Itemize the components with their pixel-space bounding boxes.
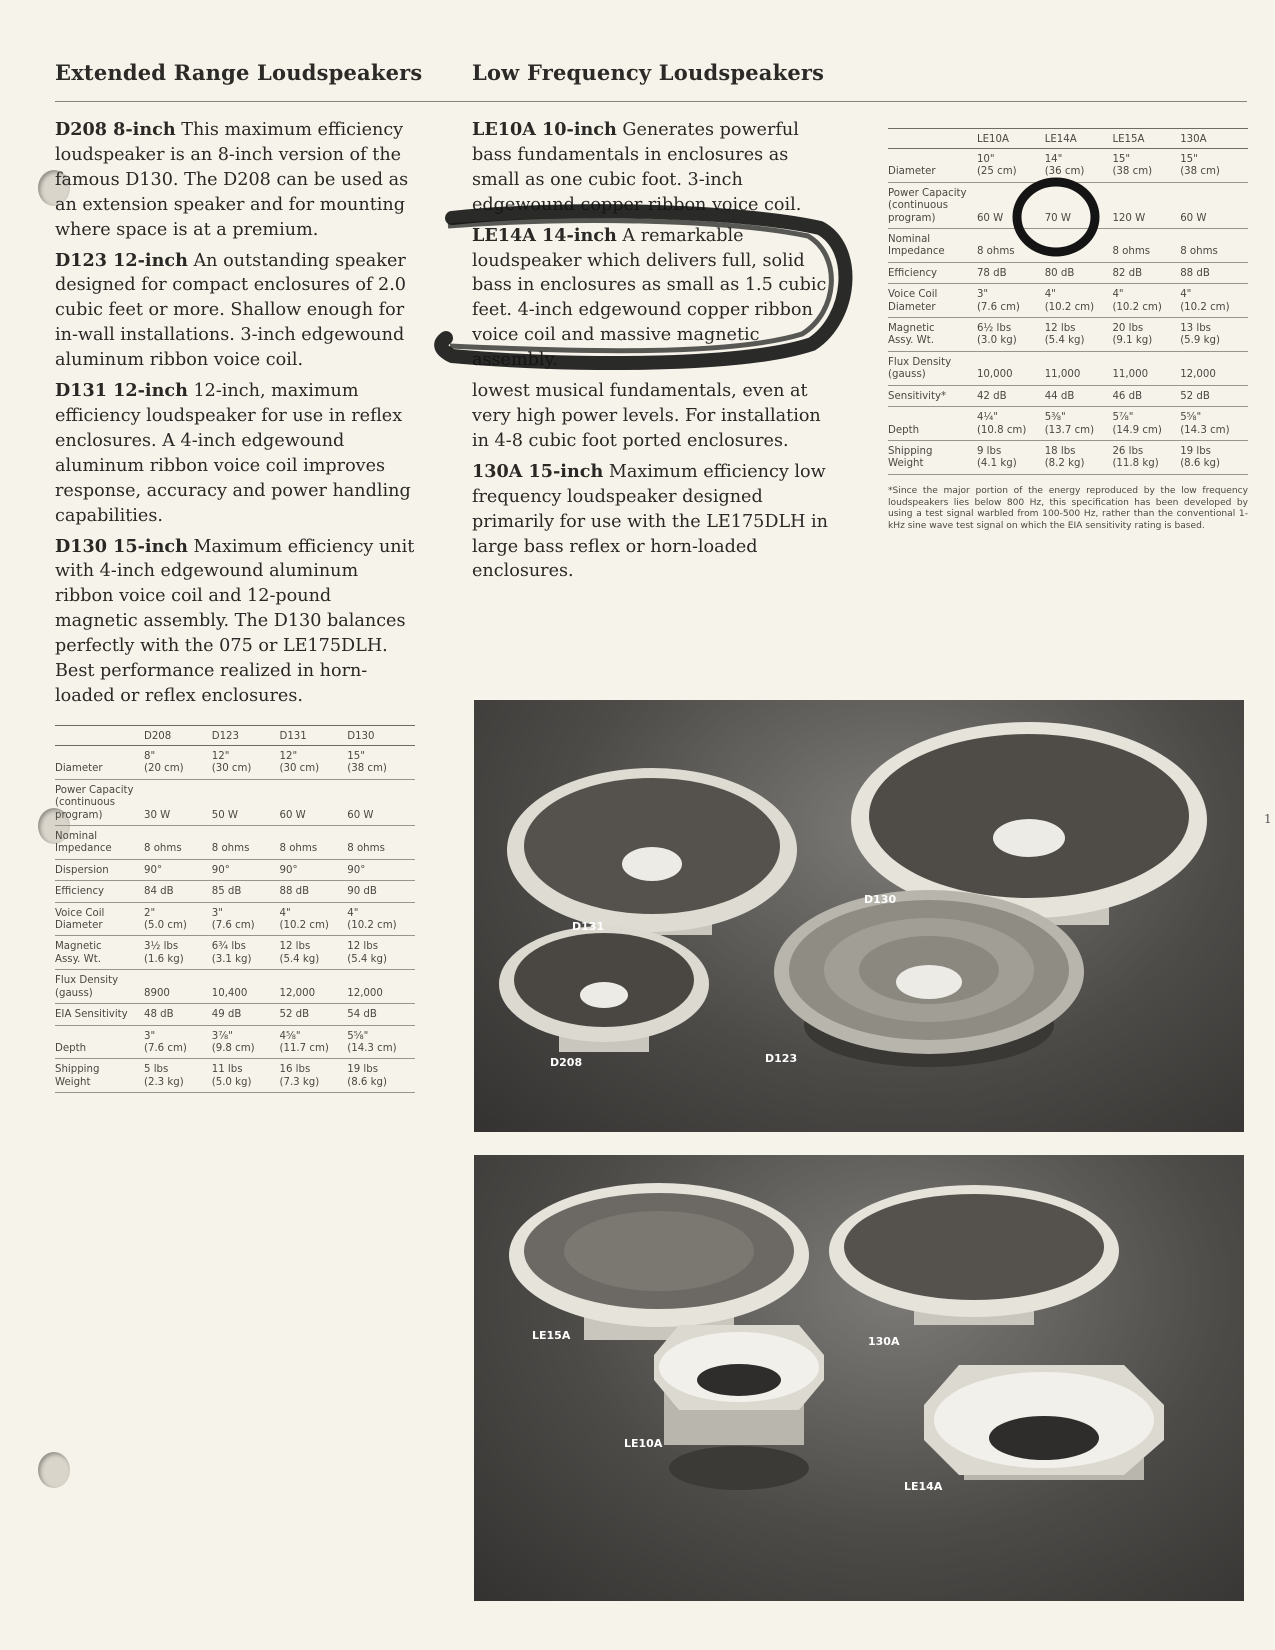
table-cell: 9 lbs (4.1 kg)	[977, 440, 1045, 474]
label-le15a: LE15A	[532, 1329, 571, 1342]
table-cell: 12,000	[1180, 351, 1248, 385]
table-cell: 12 lbs (5.4 kg)	[347, 936, 415, 970]
speaker-d131	[507, 768, 797, 935]
row-label: Magnetic Assy. Wt.	[55, 936, 144, 970]
column-header: D208	[144, 726, 212, 746]
low-frequency-spec-table	[888, 128, 1248, 475]
row-label: Voice Coil Diameter	[888, 284, 977, 318]
column-header: D123	[212, 726, 280, 746]
table-cell: 3" (7.6 cm)	[212, 902, 280, 936]
table-cell: 60 W	[977, 182, 1045, 228]
lf-speakers-illustration	[474, 1155, 1244, 1601]
table-cell: 8 ohms	[1180, 229, 1248, 263]
table-header-row	[888, 129, 1248, 149]
table-cell: 52 dB	[279, 1004, 347, 1025]
table-cell: 5⅝" (14.3 cm)	[347, 1025, 415, 1059]
table-cell: 11,000	[1045, 351, 1113, 385]
table-cell: 44 dB	[1045, 385, 1113, 406]
table-cell: 4⅝" (11.7 cm)	[279, 1025, 347, 1059]
table-row	[888, 351, 1248, 385]
d123-description: D123 12-inch An outstanding speaker designed for compact enclosures of 2.0 cubic feet or more. Shallow enough for in-wall installations. 3-inch edgewound aluminum ribbon voice coil.	[55, 249, 406, 371]
column-header: D131	[279, 726, 347, 746]
table-row	[888, 182, 1248, 228]
table-cell: 6½ lbs (3.0 kg)	[977, 318, 1045, 352]
table-row	[55, 779, 415, 825]
table-cell: 10,000	[977, 351, 1045, 385]
table-cell: 15" (38 cm)	[1180, 149, 1248, 183]
table-row	[55, 746, 415, 780]
table-cell: 4" (10.2 cm)	[279, 902, 347, 936]
table-row	[55, 1059, 415, 1093]
label-le14a: LE14A	[904, 1480, 943, 1493]
table-cell: 8 ohms	[977, 229, 1045, 263]
table-cell: 12 lbs (5.4 kg)	[279, 936, 347, 970]
d130-description: D130 15-inch Maximum efficiency unit with 4-inch edgewound aluminum ribbon voice coil and 12-pound magnetic assembly. The D130 balances perfectly with the 075 or LE175DLH. Best performance realized in horn-loaded or reflex enclosures.	[55, 535, 415, 706]
d131-description: D131 12-inch 12-inch, maximum efficiency loudspeaker for use in reflex enclosures. A 4-inch edgewound aluminum ribbon voice coil improves response, accuracy and power handling capabilities.	[55, 380, 411, 526]
heading-rule	[55, 101, 1247, 102]
table-cell: 3½ lbs (1.6 kg)	[144, 936, 212, 970]
table-cell: 8 ohms	[1112, 229, 1180, 263]
table-cell: 4" (10.2 cm)	[347, 902, 415, 936]
le15a-description: lowest musical fundamentals, even at very high power levels. For installation in 4-8 cubic foot ported enclosures.	[472, 381, 821, 451]
table-cell: 90°	[212, 859, 280, 880]
table-cell: 19 lbs (8.6 kg)	[1180, 440, 1248, 474]
column-header: 130A	[1180, 129, 1248, 149]
table-row	[55, 1025, 415, 1059]
row-label: EIA Sensitivity	[55, 1004, 144, 1025]
table-cell: 12" (30 cm)	[279, 746, 347, 780]
extended-range-descriptions	[55, 118, 415, 715]
table-cell: 82 dB	[1112, 262, 1180, 283]
table-cell: 4" (10.2 cm)	[1180, 284, 1248, 318]
table-row	[888, 407, 1248, 441]
table-cell: 10" (25 cm)	[977, 149, 1045, 183]
table-row	[55, 826, 415, 860]
table-row	[888, 284, 1248, 318]
table-cell: 60 W	[279, 779, 347, 825]
label-d131: D131	[572, 920, 605, 933]
table-cell: 88 dB	[279, 881, 347, 902]
table-cell: 3⅞" (9.8 cm)	[212, 1025, 280, 1059]
table-cell: 12" (30 cm)	[212, 746, 280, 780]
table-cell: 78 dB	[977, 262, 1045, 283]
table-cell: 5⅜" (13.7 cm)	[1045, 407, 1113, 441]
table-cell: 2" (5.0 cm)	[144, 902, 212, 936]
speaker-le10a	[654, 1325, 824, 1490]
column-header: LE10A	[977, 129, 1045, 149]
speaker-le15a	[509, 1183, 809, 1340]
speakers-illustration	[474, 700, 1244, 1132]
table-cell: 5⅞" (14.9 cm)	[1112, 407, 1180, 441]
row-label: Power Capacity (continuous program)	[888, 182, 977, 228]
table-cell: 5 lbs (2.3 kg)	[144, 1059, 212, 1093]
le14a-description: LE14A 14-inch A remarkable loudspeaker which delivers full, solid bass in enclosures as small as 1.5 cubic feet. 4-inch edgewound copper ribbon voice coil and massive magnetic assembly.	[472, 224, 827, 371]
label-d130: D130	[864, 893, 897, 906]
table-cell: 8 ohms	[144, 826, 212, 860]
table-row	[888, 318, 1248, 352]
table-row	[888, 229, 1248, 263]
page-mark: 1	[1264, 812, 1272, 826]
table-row	[55, 881, 415, 902]
table-cell: 60 W	[347, 779, 415, 825]
table-cell: 4¼" (10.8 cm)	[977, 407, 1045, 441]
column-header	[888, 129, 977, 149]
table-row	[888, 262, 1248, 283]
speaker-le14a	[924, 1365, 1164, 1480]
table-cell: 8 ohms	[279, 826, 347, 860]
row-label: Shipping Weight	[55, 1059, 144, 1093]
table-cell: 42 dB	[977, 385, 1045, 406]
table-row	[55, 936, 415, 970]
table-cell: 85 dB	[212, 881, 280, 902]
extended-range-spec-table	[55, 725, 415, 1093]
extended-range-speakers-photo	[474, 700, 1244, 1132]
table-cell: 6¾ lbs (3.1 kg)	[212, 936, 280, 970]
low-frequency-speakers-photo	[474, 1155, 1244, 1601]
table-cell: 88 dB	[1180, 262, 1248, 283]
row-label: Nominal Impedance	[888, 229, 977, 263]
speaker-130a	[829, 1185, 1119, 1325]
row-label: Magnetic Assy. Wt.	[888, 318, 977, 352]
table-cell: 12 lbs (5.4 kg)	[1045, 318, 1113, 352]
table-cell: 13 lbs (5.9 kg)	[1180, 318, 1248, 352]
table-cell: 8" (20 cm)	[144, 746, 212, 780]
row-label: Efficiency	[888, 262, 977, 283]
table-row	[888, 149, 1248, 183]
table-cell: 30 W	[144, 779, 212, 825]
table-cell: 90°	[144, 859, 212, 880]
table-cell: 4" (10.2 cm)	[1112, 284, 1180, 318]
table-cell: 8900	[144, 970, 212, 1004]
row-label: Shipping Weight	[888, 440, 977, 474]
row-label: Depth	[55, 1025, 144, 1059]
table-cell	[1045, 229, 1113, 263]
column-header: LE14A	[1045, 129, 1113, 149]
row-label: Diameter	[55, 746, 144, 780]
table-cell: 26 lbs (11.8 kg)	[1112, 440, 1180, 474]
row-label: Diameter	[888, 149, 977, 183]
table-header-row	[55, 726, 415, 746]
label-le10a: LE10A	[624, 1437, 663, 1450]
table-cell: 80 dB	[1045, 262, 1113, 283]
row-label: Efficiency	[55, 881, 144, 902]
table-cell: 48 dB	[144, 1004, 212, 1025]
sensitivity-footnote: *Since the major portion of the energy reproduced by the low frequency loudspeakers lies below 800 Hz, this specification has been developed by using a test signal warbled from 100-500 Hz, rather than the conventional 1-kHz sine wave test signal on which the EIA sensitivity rating is based.	[888, 486, 1248, 531]
table-cell: 18 lbs (8.2 kg)	[1045, 440, 1113, 474]
table-cell: 5⅝" (14.3 cm)	[1180, 407, 1248, 441]
table-cell: 84 dB	[144, 881, 212, 902]
table-row	[55, 1004, 415, 1025]
le10a-description: LE10A 10-inch Generates powerful bass fundamentals in enclosures as small as one cubic foot. 3-inch edgewound copper ribbon voice coil.	[472, 119, 802, 215]
label-d208: D208	[550, 1056, 583, 1069]
table-cell: 54 dB	[347, 1004, 415, 1025]
table-cell: 12,000	[279, 970, 347, 1004]
table-cell: 90°	[347, 859, 415, 880]
table-cell: 90 dB	[347, 881, 415, 902]
table-cell: 10,400	[212, 970, 280, 1004]
table-cell: 120 W	[1112, 182, 1180, 228]
table-cell: 46 dB	[1112, 385, 1180, 406]
table-cell: 15" (38 cm)	[347, 746, 415, 780]
row-label: Flux Density (gauss)	[55, 970, 144, 1004]
heading-low-frequency: Low Frequency Loudspeakers	[472, 60, 825, 85]
column-header: D130	[347, 726, 415, 746]
table-row	[55, 970, 415, 1004]
table-cell: 14" (36 cm)	[1045, 149, 1113, 183]
speaker-d208	[499, 926, 709, 1052]
heading-extended-range: Extended Range Loudspeakers	[55, 60, 423, 85]
row-label: Nominal Impedance	[55, 826, 144, 860]
low-frequency-descriptions	[472, 118, 832, 590]
label-d123: D123	[765, 1052, 798, 1065]
row-label: Power Capacity (continuous program)	[55, 779, 144, 825]
table-row	[55, 902, 415, 936]
table-cell: 11 lbs (5.0 kg)	[212, 1059, 280, 1093]
row-label: Dispersion	[55, 859, 144, 880]
table-cell: 90°	[279, 859, 347, 880]
punch-hole	[38, 1452, 70, 1488]
a130-description: 130A 15-inch Maximum efficiency low frequency loudspeaker designed primarily for use with the LE175DLH in large bass reflex or horn-loaded enclosures.	[472, 460, 829, 582]
speaker-d123	[774, 890, 1084, 1067]
column-header	[55, 726, 144, 746]
table-cell: 19 lbs (8.6 kg)	[347, 1059, 415, 1093]
table-row	[55, 859, 415, 880]
column-header: LE15A	[1112, 129, 1180, 149]
table-cell: 60 W	[1180, 182, 1248, 228]
table-cell: 49 dB	[212, 1004, 280, 1025]
label-130a: 130A	[868, 1335, 900, 1348]
table-row	[888, 385, 1248, 406]
row-label: Flux Density (gauss)	[888, 351, 977, 385]
table-row	[888, 440, 1248, 474]
table-cell: 4" (10.2 cm)	[1045, 284, 1113, 318]
row-label: Depth	[888, 407, 977, 441]
d208-description: D208 8-inch This maximum efficiency loudspeaker is an 8-inch version of the famous D130. The D208 can be used as an extension speaker and for mounting where space is at a premium.	[55, 119, 409, 240]
table-cell: 12,000	[347, 970, 415, 1004]
table-cell: 16 lbs (7.3 kg)	[279, 1059, 347, 1093]
row-label: Voice Coil Diameter	[55, 902, 144, 936]
table-cell: 3" (7.6 cm)	[144, 1025, 212, 1059]
table-cell: 15" (38 cm)	[1112, 149, 1180, 183]
table-cell: 70 W	[1045, 182, 1113, 228]
table-cell: 3" (7.6 cm)	[977, 284, 1045, 318]
row-label: Sensitivity*	[888, 385, 977, 406]
table-cell: 52 dB	[1180, 385, 1248, 406]
table-cell: 11,000	[1112, 351, 1180, 385]
table-cell: 8 ohms	[212, 826, 280, 860]
table-cell: 50 W	[212, 779, 280, 825]
table-cell: 20 lbs (9.1 kg)	[1112, 318, 1180, 352]
table-cell: 8 ohms	[347, 826, 415, 860]
